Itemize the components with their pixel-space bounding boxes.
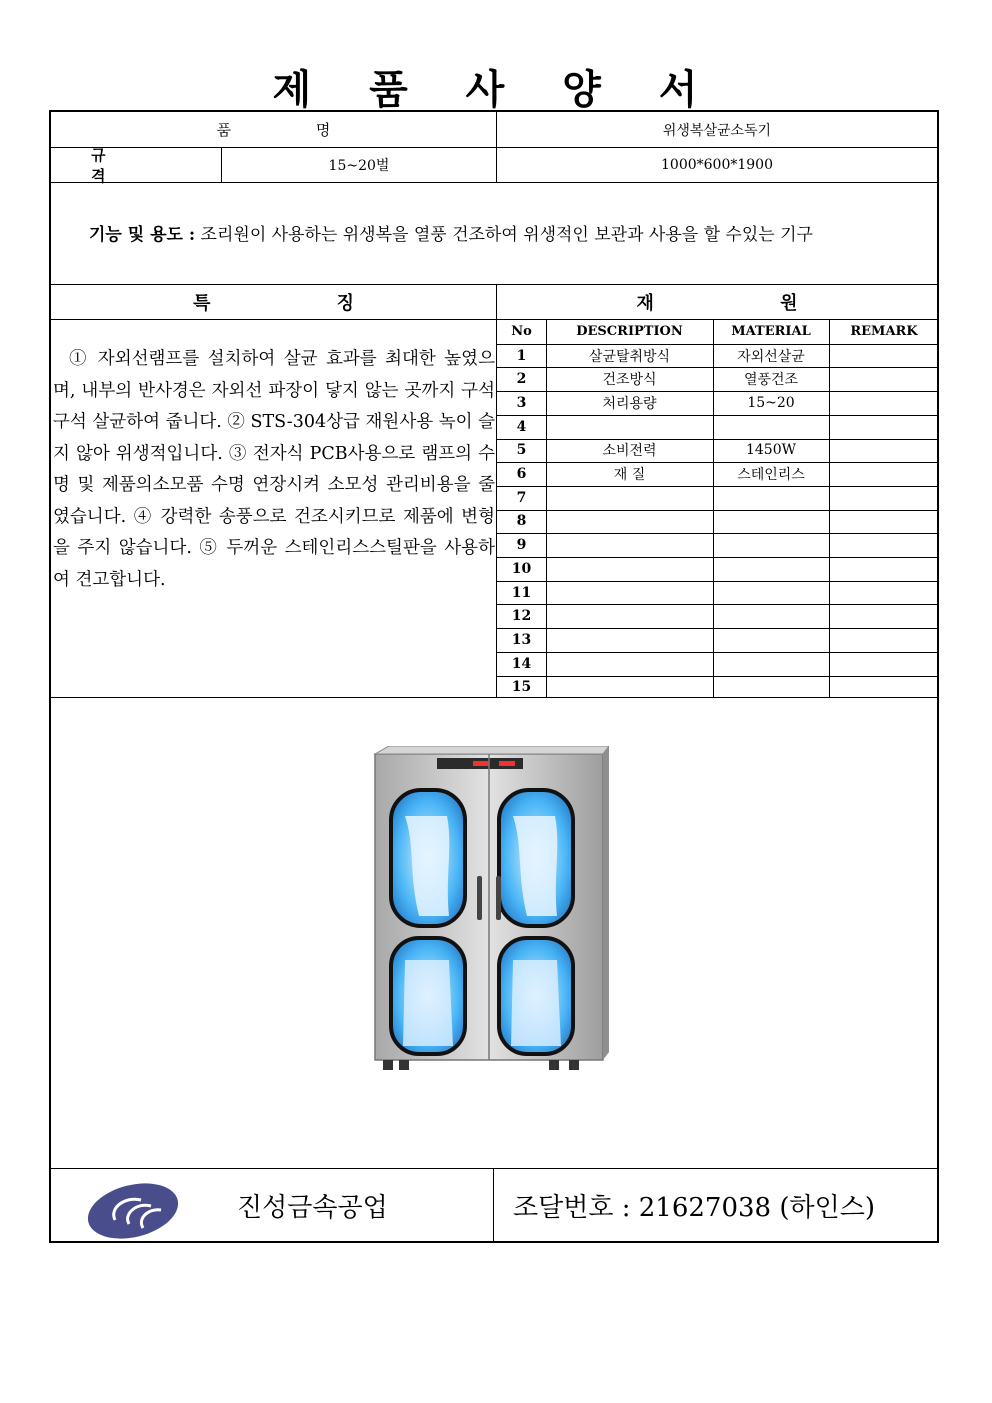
- specs-cell-rem: [829, 628, 939, 652]
- function-label: 기능 및 용도 :: [89, 225, 196, 245]
- specs-cell-desc: 건조방식: [602, 372, 657, 389]
- specs-cell-desc: [546, 533, 713, 557]
- specs-cell-mat: [713, 510, 829, 534]
- specs-cell-no: 4: [516, 418, 527, 435]
- function-description: [89, 220, 813, 245]
- specs-cell-rem: [829, 344, 939, 368]
- specs-cell-rem: [829, 510, 939, 534]
- specs-cell-desc: [546, 415, 713, 439]
- specs-cell-desc: [546, 581, 713, 605]
- specs-cell-mat: [713, 486, 829, 510]
- specs-cell-no: 8: [516, 513, 527, 530]
- specs-cell-rem: [829, 652, 939, 676]
- specs-row: [497, 462, 939, 486]
- specs-cell-rem: [829, 676, 939, 700]
- product-image: [369, 746, 609, 1080]
- specs-cell-rem: [829, 581, 939, 605]
- specs-cell-mat: 15~20: [747, 394, 795, 411]
- specs-row: [497, 486, 939, 510]
- specs-cell-no: 2: [516, 371, 527, 388]
- specs-cell-no: 11: [511, 584, 532, 601]
- specs-cell-desc: [546, 557, 713, 581]
- specs-cell-rem: [829, 462, 939, 486]
- specs-column-header: MATERIAL: [731, 324, 811, 340]
- specs-cell-no: 7: [516, 489, 527, 506]
- specs-row: [497, 367, 939, 391]
- specs-cell-rem: [829, 367, 939, 391]
- specs-cell-mat: [713, 557, 829, 581]
- specs-row: [497, 652, 939, 676]
- specs-cell-no: 15: [511, 679, 532, 696]
- specs-cell-desc: 살균탈취방식: [588, 348, 671, 365]
- specs-cell-mat: 스테인리스: [737, 467, 805, 484]
- specs-cell-mat: 열풍건조: [743, 372, 799, 389]
- door-handle: [496, 876, 501, 920]
- specs-row: [497, 628, 939, 652]
- specs-row: [497, 415, 939, 439]
- specs-cell-mat: [713, 533, 829, 557]
- specs-cell-rem: [829, 391, 939, 415]
- spec-label: 규 격: [91, 145, 146, 185]
- specs-row: [497, 391, 939, 415]
- specs-cell-desc: [546, 652, 713, 676]
- specs-row: [497, 510, 939, 534]
- specs-cell-no: 14: [511, 655, 532, 672]
- spec-capacity: 15~20벌: [328, 157, 390, 174]
- specs-cell-desc: [546, 486, 713, 510]
- specs-cell-desc: [546, 628, 713, 652]
- specs-cell-rem: [829, 415, 939, 439]
- specs-cell-mat: [713, 628, 829, 652]
- specs-cell-no: 1: [516, 347, 527, 364]
- specs-row: [497, 439, 939, 463]
- specs-column-header: DESCRIPTION: [576, 324, 683, 340]
- specs-cell-rem: [829, 604, 939, 628]
- specs-row: [497, 344, 939, 368]
- specs-label: 재 원: [636, 292, 858, 314]
- specs-cell-no: 6: [516, 466, 527, 483]
- specs-cell-no: 13: [511, 631, 532, 648]
- specs-header-row: [497, 320, 939, 344]
- door-handle: [477, 876, 482, 920]
- specs-cell-mat: 1450W: [745, 442, 797, 459]
- page-title: 제 품 사 양 서: [272, 66, 720, 113]
- specs-cell-no: 5: [516, 442, 527, 459]
- company-logo: [85, 1180, 181, 1242]
- specs-cell-mat: [713, 581, 829, 605]
- company-name: 진성금속공업: [237, 1193, 388, 1223]
- specs-cell-mat: [713, 652, 829, 676]
- specs-cell-no: 10: [511, 560, 532, 577]
- specs-cell-mat: 자외선살균: [737, 348, 805, 365]
- specs-cell-rem: [829, 533, 939, 557]
- cabinet-top: [375, 746, 609, 754]
- specs-row: [497, 604, 939, 628]
- specs-cell-mat: [713, 415, 829, 439]
- specs-cell-desc: 소비전력: [602, 443, 657, 460]
- specs-cell-mat: [713, 604, 829, 628]
- specs-column-header: REMARK: [850, 324, 918, 340]
- product-name-value: 위생복살균소독기: [662, 122, 772, 139]
- specs-cell-desc: 재 질: [613, 467, 646, 484]
- specs-row: [497, 676, 939, 700]
- spec-sheet: [49, 110, 939, 1243]
- specs-cell-desc: 처리용량: [602, 395, 657, 412]
- cabinet-side: [603, 746, 609, 1060]
- specs-column-header: No: [511, 324, 532, 340]
- specs-cell-desc: [546, 510, 713, 534]
- specs-cell-desc: [546, 676, 713, 700]
- specs-cell-no: 12: [511, 608, 532, 625]
- spec-size: 1000*600*1900: [661, 156, 773, 173]
- features-label: 특 징: [192, 292, 415, 314]
- product-name-label: 품 명: [216, 121, 371, 139]
- specs-cell-no: 9: [516, 537, 527, 554]
- specs-row: [497, 581, 939, 605]
- procurement-number: 조달번호 : 21627038 (하인스): [513, 1193, 875, 1223]
- specs-cell-desc: [546, 604, 713, 628]
- specs-cell-rem: [829, 557, 939, 581]
- specs-cell-no: 3: [516, 394, 527, 411]
- specs-row: [497, 533, 939, 557]
- function-text: 조리원이 사용하는 위생복을 열풍 건조하여 위생적인 보관과 사용을 할 수있는 기구: [200, 225, 813, 245]
- features-text: ① 자외선램프를 설치하여 살균 효과를 최대한 높였으며, 내부의 반사경은 자외선 파장이 닿지 않는 곳까지 구석구석 살균하여 줍니다. ② STS-304상급 재원사용 녹이 슬지 않아 위생적입니다. ③ 전자식 PCB사용으로 램프의 수명 및 제품의소모품 수명 연장시켜 소모성 관리비용을 줄였습니다. ④ 강력한 송풍으로 건조시키므로 제품에 변형을 주지 않습니다. ⑤ 두꺼운 스테인리스스틸판을 사용하여 견고합니다.: [53, 349, 495, 590]
- specs-row: [497, 557, 939, 581]
- specs-cell-mat: [713, 676, 829, 700]
- specs-cell-rem: [829, 439, 939, 463]
- specs-cell-rem: [829, 486, 939, 510]
